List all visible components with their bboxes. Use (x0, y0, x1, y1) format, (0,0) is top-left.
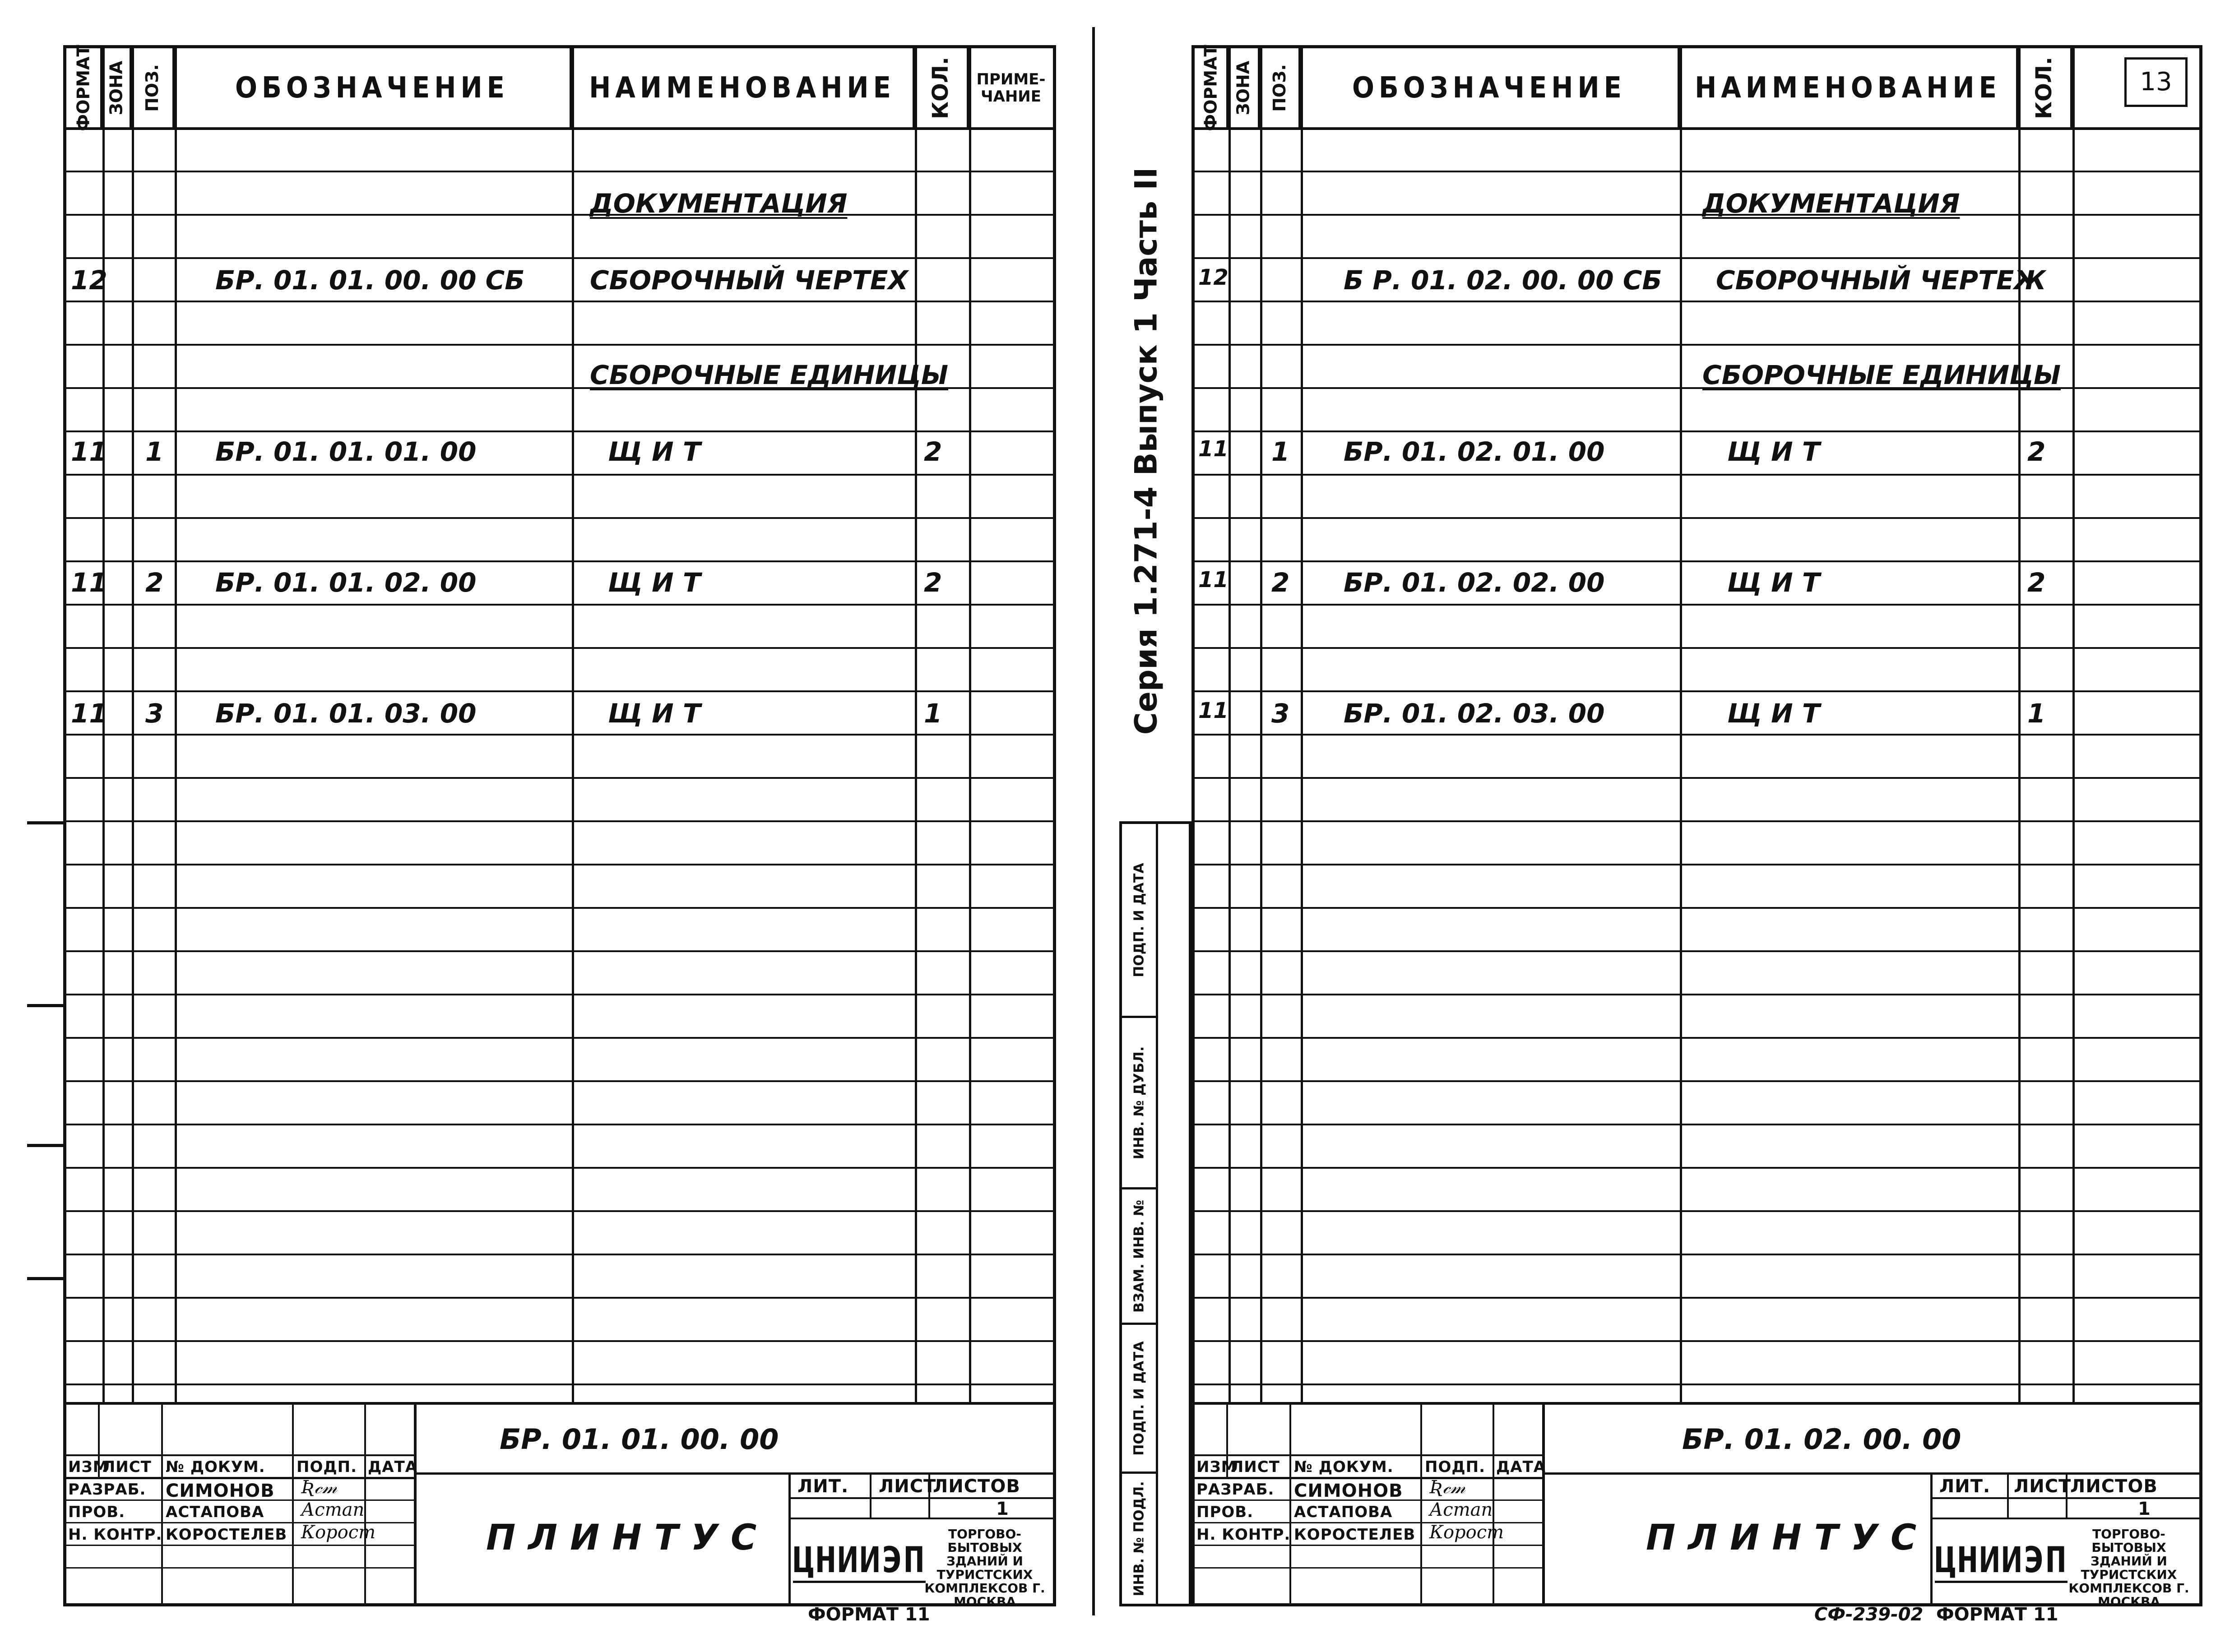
tb-doc-no: № ДОКУМ. (1294, 1458, 1394, 1476)
tb-check-role: ПРОВ. (1196, 1503, 1254, 1521)
row-qty: 2 (924, 436, 942, 467)
grid-row-line (66, 994, 1053, 995)
row-designation: БР. 01. 02. 03. 00 (1344, 698, 1605, 729)
row-designation: БР. 01. 02. 01. 00 (1344, 436, 1605, 467)
row-designation: БР. 01. 01. 03. 00 (215, 698, 477, 729)
tb-lit: ЛИТ. (797, 1476, 849, 1497)
grid-row-line (66, 647, 1053, 649)
grid-row-line (1195, 171, 2199, 172)
grid-row-line (1195, 820, 2199, 822)
signature: Астап (301, 1499, 365, 1520)
tb-sign: ПОДП. (297, 1458, 357, 1476)
grid-row-line (66, 777, 1053, 779)
grid-row-line (1195, 517, 2199, 519)
grid-row-line (1195, 1210, 2199, 1212)
side-stamp-cell: ПОДП. И ДАТА (1122, 824, 1156, 1018)
org-logo: ЦНИИЭП (793, 1540, 926, 1583)
row-pos: 2 (1271, 567, 1290, 598)
grid-row-line (66, 690, 1053, 692)
grid-row-line (66, 301, 1053, 302)
tb-check-name: АСТАПОВА (1294, 1503, 1393, 1521)
title-block (66, 1402, 1053, 1609)
row-format: 11 (71, 436, 107, 467)
row-format: 11 (1198, 567, 1228, 592)
col-header-name: НАИМЕНОВАНИЕ (1680, 48, 2018, 127)
grid-row-line (1195, 214, 2199, 216)
row-name: Щ И Т (608, 436, 701, 467)
section-documentation: ДОКУМЕНТАЦИЯ (590, 188, 848, 219)
col-header-zone: ЗОНА (102, 48, 132, 127)
row-format: 11 (1198, 698, 1228, 723)
doc-title: ПЛИНТУС (486, 1518, 770, 1558)
row-format: 11 (71, 567, 107, 598)
section-documentation: ДОКУМЕНТАЦИЯ (1702, 188, 1960, 219)
row-pos: 2 (145, 567, 164, 598)
format-label-left: ФОРМАТ 11 (808, 1604, 930, 1625)
signature: Ʀ𝒸𝓂 (301, 1477, 338, 1498)
org-logo: ЦНИИЭП (1935, 1540, 2067, 1583)
row-format: 12 (1198, 265, 1228, 290)
grid-row-line (66, 171, 1053, 172)
row-designation: БР. 01. 02. 02. 00 (1344, 567, 1605, 598)
grid-row-line (66, 950, 1053, 952)
grid-row-line (66, 864, 1053, 865)
grid-row-line (1195, 1340, 2199, 1342)
doc-title: ПЛИНТУС (1646, 1518, 1929, 1558)
tb-nc-name: КОРОСТЕЛЕВ (1294, 1526, 1416, 1544)
grid-row-line (66, 1254, 1053, 1255)
spec-sheet-right (1191, 45, 2202, 1609)
grid-row-line (1195, 560, 2199, 562)
grid-row-line (1195, 257, 2199, 259)
grid-row-line (1195, 1037, 2199, 1039)
row-format: 11 (1198, 436, 1228, 462)
grid-row-line (1195, 734, 2199, 736)
row-name: СБОРОЧНЫЙ ЧЕРТЕХ (590, 265, 909, 296)
signature: Корост (301, 1522, 376, 1543)
grid-row-line (66, 1124, 1053, 1125)
tb-date: ДАТА (368, 1458, 418, 1476)
tb-sign: ПОДП. (1425, 1458, 1486, 1476)
col-header-format: ФОРМАТ (66, 48, 102, 127)
section-assembly-units: СБОРОЧНЫЕ ЕДИНИЦЫ (590, 360, 949, 390)
col-header-format: ФОРМАТ (1195, 48, 1228, 127)
grid-row-line (66, 1167, 1053, 1169)
signature: Ʀ𝒸𝓂 (1429, 1477, 1466, 1498)
signature: Корост (1429, 1522, 1504, 1543)
row-name: Щ И Т (608, 567, 701, 598)
grid-row-line (1195, 344, 2199, 346)
tb-nc-role: Н. КОНТР. (68, 1526, 162, 1544)
format-label-right: ФОРМАТ 11 (1936, 1604, 2058, 1625)
row-format: 12 (71, 265, 107, 296)
tb-lit: ЛИТ. (1939, 1476, 1991, 1497)
row-qty: 1 (2027, 698, 2046, 729)
row-pos: 1 (1271, 436, 1290, 467)
col-header-qty: КОЛ. (2018, 48, 2072, 127)
grid-row-line (66, 257, 1053, 259)
grid-row-line (1195, 1384, 2199, 1385)
grid-row-line (66, 474, 1053, 476)
row-name: Щ И Т (608, 698, 701, 729)
grid-row-line (1195, 1167, 2199, 1169)
row-qty: 2 (2027, 567, 2046, 598)
grid-row-line (66, 344, 1053, 346)
tb-izm: ИЗМ (1196, 1458, 1237, 1476)
series-label: Серия 1.271-4 Выпуск 1 Часть II (1128, 167, 1164, 735)
row-qty: 2 (2027, 436, 2046, 467)
row-qty: 2 (924, 567, 942, 598)
row-name: СБОРОЧНЫЙ ЧЕРТЕЖ (1716, 265, 2046, 296)
page-number: 13 (2124, 57, 2188, 107)
row-name: Щ И Т (1727, 698, 1820, 729)
col-header-designation: ОБОЗНАЧЕНИЕ (175, 48, 572, 127)
grid-row-line (66, 1340, 1053, 1342)
grid-row-line (66, 734, 1053, 736)
grid-row-line (66, 1297, 1053, 1299)
grid-row-line (1195, 1254, 2199, 1255)
tb-sheets: ЛИСТОВ (933, 1476, 1020, 1497)
grid-row-line (1195, 690, 2199, 692)
grid-row-line (66, 820, 1053, 822)
org-name: ТОРГОВО-БЫТОВЫХ ЗДАНИЙ И ТУРИСТСКИХ КОМПЛЕКСОВ Г. МОСКВА (924, 1527, 1045, 1609)
tb-sheet: ЛИСТ (2014, 1476, 2072, 1497)
doc-code: БР. 01. 02. 00. 00 (1682, 1423, 1961, 1456)
grid-row-line (1195, 647, 2199, 649)
section-assembly-units: СБОРОЧНЫЕ ЕДИНИЦЫ (1702, 360, 2061, 390)
sf-code: СФ-239-02 (1814, 1604, 1924, 1625)
col-header-note: ПРИМЕ-ЧАНИЕ (976, 70, 1046, 106)
tb-dev-name: СИМОНОВ (1294, 1481, 1403, 1501)
grid-row-line (1195, 950, 2199, 952)
col-header-qty: КОЛ. (915, 48, 969, 127)
col-header-pos: ПОЗ. (1260, 48, 1301, 127)
grid-row-line (66, 1210, 1053, 1212)
tb-doc-no: № ДОКУМ. (166, 1458, 265, 1476)
grid-row-line (66, 1037, 1053, 1039)
col-header-pos: ПОЗ. (132, 48, 175, 127)
title-block (1195, 1402, 2199, 1609)
grid-row-line (1195, 1124, 2199, 1125)
signature: Астап (1429, 1499, 1493, 1520)
col-header-name: НАИМЕНОВАНИЕ (572, 48, 915, 127)
row-designation: БР. 01. 01. 00. 00 СБ (215, 265, 525, 296)
row-designation: Б Р. 01. 02. 00. 00 СБ (1344, 265, 1662, 296)
row-qty: 1 (924, 698, 942, 729)
grid-row-line (1195, 604, 2199, 606)
tb-dev-name: СИМОНОВ (166, 1481, 275, 1501)
org-name: ТОРГОВО-БЫТОВЫХ ЗДАНИЙ И ТУРИСТСКИХ КОМПЛЕКСОВ Г. МОСКВА (2068, 1527, 2189, 1609)
tb-nc-role: Н. КОНТР. (1196, 1526, 1291, 1544)
grid-row-line (1195, 1080, 2199, 1082)
side-stamp-cell: ВЗАМ. ИНВ. № (1122, 1189, 1156, 1325)
tb-check-name: АСТАПОВА (166, 1503, 264, 1521)
tb-sheets-value: 1 (2138, 1499, 2151, 1519)
grid-row-line (1195, 777, 2199, 779)
side-stamp-cell: ИНВ. № ДУБЛ. (1122, 1018, 1156, 1189)
tb-date: ДАТА (1496, 1458, 1546, 1476)
tb-izm: ИЗМ (68, 1458, 109, 1476)
grid-row-line (66, 517, 1053, 519)
row-designation: БР. 01. 01. 02. 00 (215, 567, 477, 598)
doc-code: БР. 01. 01. 00. 00 (500, 1423, 779, 1456)
grid-row-line (66, 604, 1053, 606)
grid-row-line (66, 430, 1053, 432)
tb-list: ЛИСТ (1231, 1458, 1280, 1476)
row-name: Щ И Т (1727, 436, 1820, 467)
row-pos: 1 (145, 436, 164, 467)
spec-sheet-left (63, 45, 1056, 1609)
grid-row-line (66, 1384, 1053, 1385)
grid-row-line (1195, 1297, 2199, 1299)
row-designation: БР. 01. 01. 01. 00 (215, 436, 477, 467)
grid-row-line (1195, 474, 2199, 476)
grid-row-line (66, 907, 1053, 909)
tb-nc-name: КОРОСТЕЛЕВ (166, 1526, 287, 1544)
col-header-designation: ОБОЗНАЧЕНИЕ (1301, 48, 1680, 127)
col-header-zone: ЗОНА (1228, 48, 1260, 127)
grid-row-line (1195, 907, 2199, 909)
grid-row-line (1195, 994, 2199, 995)
row-pos: 3 (145, 698, 164, 729)
tb-sheet: ЛИСТ (879, 1476, 936, 1497)
tb-dev-role: РАЗРАБ. (68, 1481, 146, 1499)
tb-dev-role: РАЗРАБ. (1196, 1481, 1275, 1499)
grid-row-line (66, 1080, 1053, 1082)
grid-row-line (1195, 430, 2199, 432)
tb-sheets-value: 1 (996, 1499, 1009, 1519)
grid-row-line (66, 214, 1053, 216)
grid-row-line (66, 560, 1053, 562)
tb-check-role: ПРОВ. (68, 1503, 125, 1521)
side-stamp-cell: ПОДП. И ДАТА (1122, 1325, 1156, 1474)
side-stamp-cell: ИНВ. № ПОДЛ. (1131, 1481, 1147, 1596)
tb-list: ЛИСТ (102, 1458, 152, 1476)
side-stamp (1119, 821, 1191, 1606)
grid-row-line (1195, 864, 2199, 865)
tb-sheets: ЛИСТОВ (2070, 1476, 2158, 1497)
row-pos: 3 (1271, 698, 1290, 729)
row-format: 11 (71, 698, 107, 729)
grid-row-line (1195, 301, 2199, 302)
row-name: Щ И Т (1727, 567, 1820, 598)
